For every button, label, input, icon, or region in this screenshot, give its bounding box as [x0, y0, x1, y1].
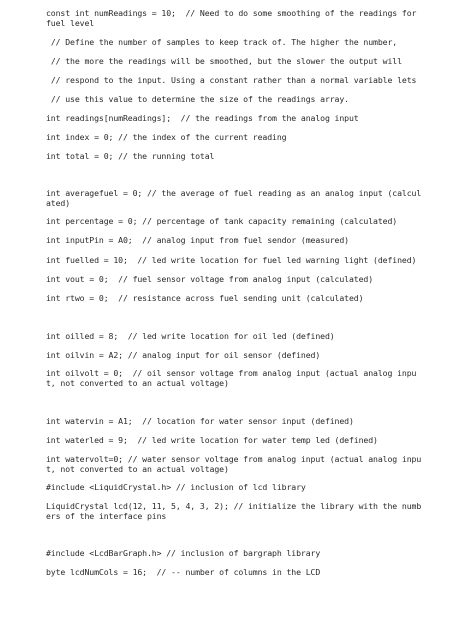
code-line-watervolt: int watervolt=0; // water sensor voltage from analog input (actual analog input, not converted to an actual voltage) — [46, 454, 422, 474]
code-line-index: int index = 0; // the index of the current reading — [46, 132, 287, 142]
code-line-rtwo: int rtwo = 0; // resistance across fuel sending unit (calculated) — [46, 293, 364, 303]
code-comment-respond: // respond to the input. Using a constant rather than a normal variable lets — [46, 75, 417, 85]
code-comment-array-size: // use this value to determine the size of the readings array. — [46, 94, 349, 104]
code-line-oilled: int oilled = 8; // led write location for oil led (defined) — [46, 331, 335, 341]
code-line-include-liquidcrystal: #include <LiquidCrystal.h> // inclusion of lcd library — [46, 482, 306, 492]
code-line-vout: int vout = 0; // fuel sensor voltage from analog input (calculated) — [46, 274, 374, 284]
code-line-watervin: int watervin = A1; // location for water sensor input (defined) — [46, 416, 354, 426]
code-line-lcdnumcols: byte lcdNumCols = 16; // -- number of columns in the LCD — [46, 567, 321, 577]
code-line-averagefuel: int averagefuel = 0; // the average of fuel reading as an analog input (calculated) — [46, 188, 422, 208]
code-line-inputpin: int inputPin = A0; // analog input from fuel sendor (measured) — [46, 235, 349, 245]
code-line-total: int total = 0; // the running total — [46, 151, 215, 161]
code-comment-samples: // Define the number of samples to keep track of. The higher the number, — [46, 37, 398, 47]
code-line-fuelled: int fuelled = 10; // led write location for fuel led warning light (defined) — [46, 255, 417, 265]
code-line-percentage: int percentage = 0; // percentage of tank capacity remaining (calculated) — [46, 216, 398, 226]
code-line-waterled: int waterled = 9; // led write location for water temp led (defined) — [46, 435, 378, 445]
code-line-numreadings: const int numReadings = 10; // Need to do some smoothing of the readings for fuel level — [46, 8, 422, 28]
code-line-readings: int readings[numReadings]; // the readings from the analog input — [46, 113, 359, 123]
code-line-lcd-init: LiquidCrystal lcd(12, 11, 5, 4, 3, 2); // initialize the library with the numbers of the interface pins — [46, 501, 422, 521]
code-line-oilvin: int oilvin = A2; // analog input for oil sensor (defined) — [46, 350, 321, 360]
code-line-include-lcdbargraph: #include <LcdBarGraph.h> // inclusion of bargraph library — [46, 548, 321, 558]
code-comment-smoothed: // the more the readings will be smoothed, but the slower the output will — [46, 56, 402, 66]
code-line-oilvolt: int oilvolt = 0; // oil sensor voltage from analog input (actual analog input, not converted to an actual voltage) — [46, 368, 417, 388]
